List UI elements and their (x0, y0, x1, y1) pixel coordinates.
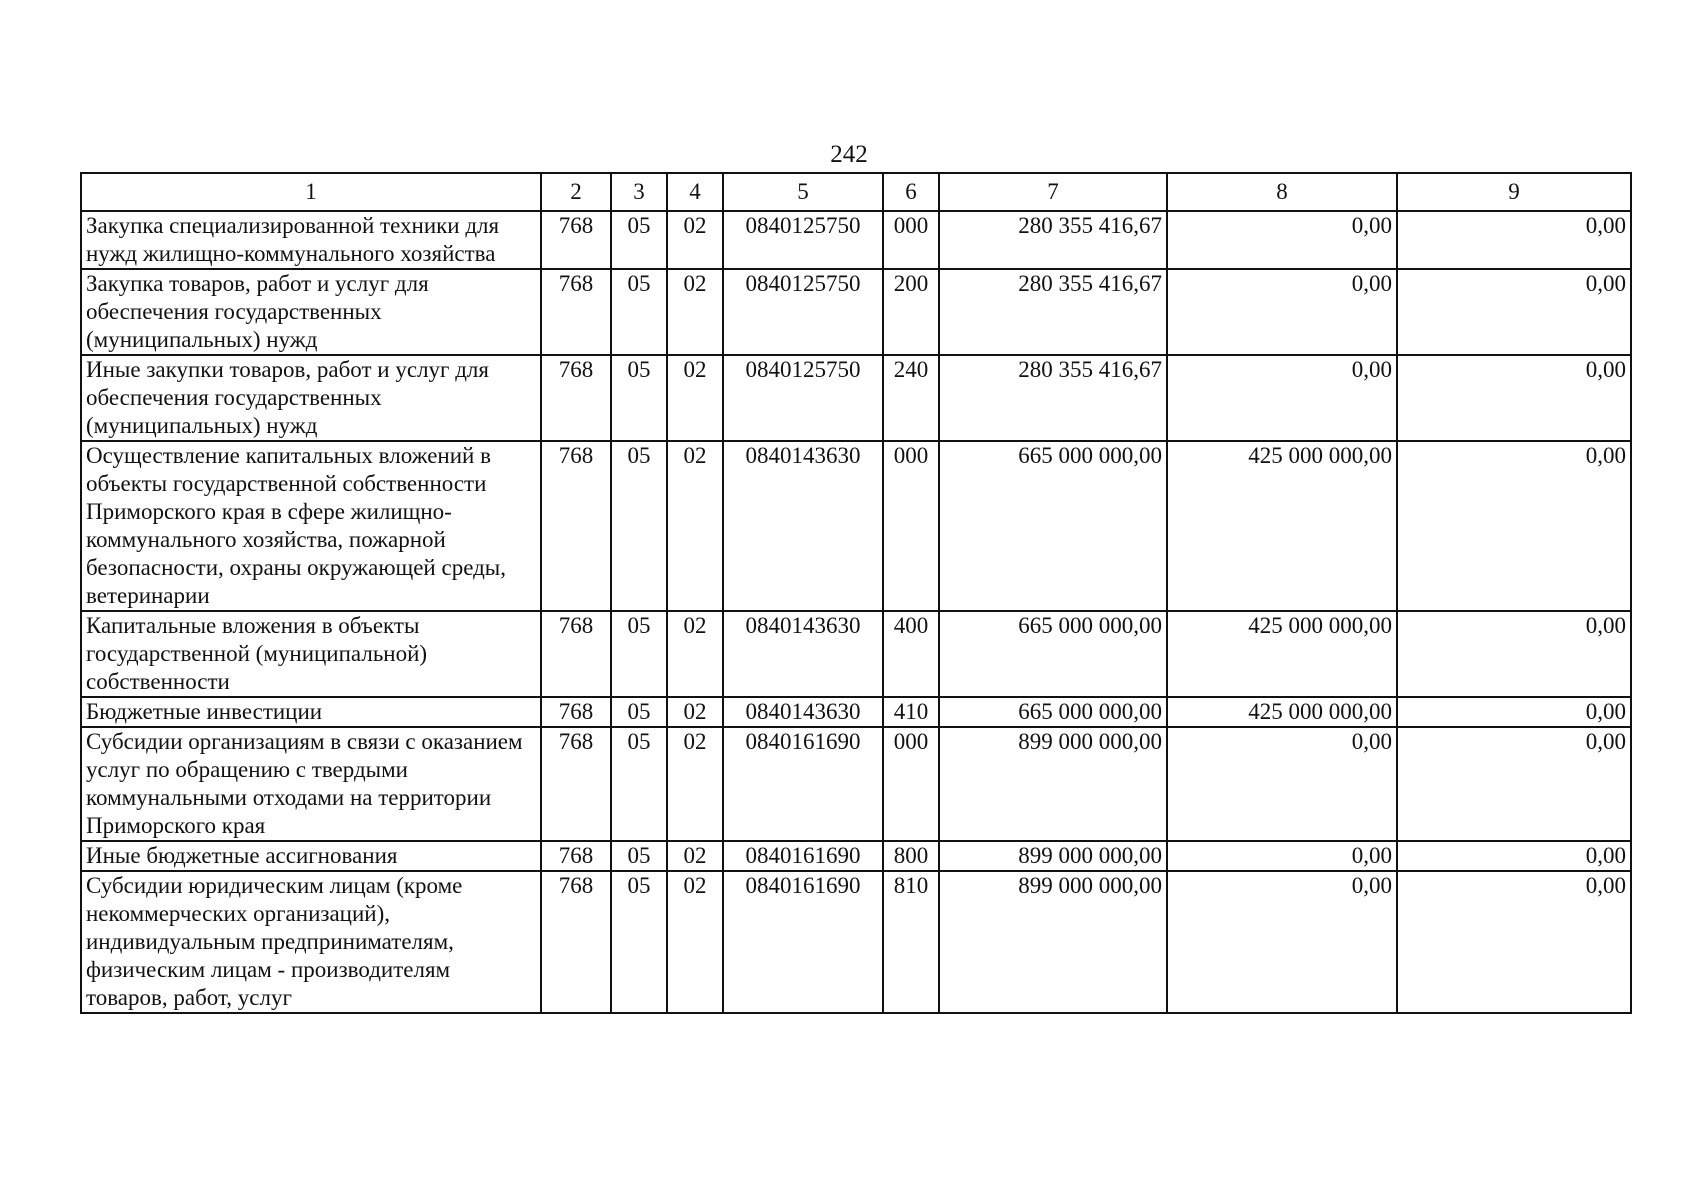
row-code-col-5: 0840125750 (723, 211, 883, 269)
row-code-col-6: 800 (883, 841, 939, 871)
row-code-col-4: 02 (667, 697, 723, 727)
row-code-col-5: 0840143630 (723, 697, 883, 727)
row-amount-col-7: 665 000 000,00 (939, 697, 1167, 727)
row-code-col-2: 768 (541, 355, 611, 441)
row-code-col-2: 768 (541, 871, 611, 1013)
header-col-8: 8 (1167, 173, 1397, 211)
header-col-1: 1 (81, 173, 541, 211)
row-amount-col-8: 0,00 (1167, 727, 1397, 841)
row-code-col-5: 0840143630 (723, 611, 883, 697)
table-row (81, 211, 1631, 269)
row-amount-col-7: 280 355 416,67 (939, 355, 1167, 441)
row-code-col-5: 0840125750 (723, 355, 883, 441)
row-code-col-6: 000 (883, 441, 939, 611)
row-code-col-4: 02 (667, 841, 723, 871)
row-amount-col-8: 425 000 000,00 (1167, 441, 1397, 611)
row-amount-col-7: 665 000 000,00 (939, 441, 1167, 611)
table-row (81, 871, 1631, 1013)
row-amount-col-7: 899 000 000,00 (939, 871, 1167, 1013)
header-col-7: 7 (939, 173, 1167, 211)
row-amount-col-9: 0,00 (1397, 611, 1631, 697)
row-amount-col-9: 0,00 (1397, 841, 1631, 871)
row-code-col-6: 000 (883, 211, 939, 269)
row-code-col-4: 02 (667, 727, 723, 841)
header-col-4: 4 (667, 173, 723, 211)
row-code-col-2: 768 (541, 727, 611, 841)
row-amount-col-8: 425 000 000,00 (1167, 611, 1397, 697)
row-amount-col-7: 899 000 000,00 (939, 841, 1167, 871)
header-col-2: 2 (541, 173, 611, 211)
row-description: Закупка товаров, работ и услуг для обеспечения государственных (муниципальных) нужд (81, 269, 541, 355)
header-col-6: 6 (883, 173, 939, 211)
row-description: Капитальные вложения в объекты государственной (муниципальной) собственности (81, 611, 541, 697)
row-code-col-3: 05 (611, 355, 667, 441)
row-description: Субсидии юридическим лицам (кроме некоммерческих организаций), индивидуальным предпринимателям, физическим лицам - производителям товаров, работ, услуг (81, 871, 541, 1013)
row-code-col-3: 05 (611, 871, 667, 1013)
row-code-col-4: 02 (667, 355, 723, 441)
row-code-col-3: 05 (611, 841, 667, 871)
row-amount-col-7: 899 000 000,00 (939, 727, 1167, 841)
row-amount-col-9: 0,00 (1397, 269, 1631, 355)
row-code-col-3: 05 (611, 269, 667, 355)
row-amount-col-7: 665 000 000,00 (939, 611, 1167, 697)
row-amount-col-9: 0,00 (1397, 211, 1631, 269)
row-code-col-6: 810 (883, 871, 939, 1013)
row-code-col-4: 02 (667, 269, 723, 355)
row-amount-col-7: 280 355 416,67 (939, 211, 1167, 269)
table-row (81, 697, 1631, 727)
row-code-col-4: 02 (667, 211, 723, 269)
table-row (81, 611, 1631, 697)
row-amount-col-8: 0,00 (1167, 211, 1397, 269)
header-col-9: 9 (1397, 173, 1631, 211)
row-description: Бюджетные инвестиции (81, 697, 541, 727)
row-code-col-6: 400 (883, 611, 939, 697)
row-code-col-5: 0840161690 (723, 871, 883, 1013)
page-number: 242 (830, 141, 868, 168)
row-amount-col-9: 0,00 (1397, 727, 1631, 841)
row-description: Субсидии организациям в связи с оказанием услуг по обращению с твердыми коммунальными отходами на территории Приморского края (81, 727, 541, 841)
row-code-col-2: 768 (541, 269, 611, 355)
row-code-col-5: 0840143630 (723, 441, 883, 611)
row-amount-col-9: 0,00 (1397, 355, 1631, 441)
row-amount-col-9: 0,00 (1397, 871, 1631, 1013)
header-col-3: 3 (611, 173, 667, 211)
row-description: Иные бюджетные ассигнования (81, 841, 541, 871)
header-col-5: 5 (723, 173, 883, 211)
budget-table (80, 172, 1632, 1014)
table-row (81, 355, 1631, 441)
row-description: Закупка специализированной техники для нужд жилищно-коммунального хозяйства (81, 211, 541, 269)
row-code-col-5: 0840161690 (723, 841, 883, 871)
row-amount-col-8: 0,00 (1167, 269, 1397, 355)
row-code-col-2: 768 (541, 841, 611, 871)
row-code-col-2: 768 (541, 211, 611, 269)
row-amount-col-8: 425 000 000,00 (1167, 697, 1397, 727)
row-code-col-4: 02 (667, 871, 723, 1013)
row-code-col-6: 200 (883, 269, 939, 355)
row-amount-col-8: 0,00 (1167, 871, 1397, 1013)
row-code-col-2: 768 (541, 611, 611, 697)
row-code-col-5: 0840161690 (723, 727, 883, 841)
row-amount-col-7: 280 355 416,67 (939, 269, 1167, 355)
table-row (81, 269, 1631, 355)
row-code-col-6: 410 (883, 697, 939, 727)
row-code-col-3: 05 (611, 211, 667, 269)
table-row (81, 727, 1631, 841)
row-code-col-3: 05 (611, 441, 667, 611)
table-row (81, 841, 1631, 871)
row-code-col-3: 05 (611, 611, 667, 697)
row-amount-col-8: 0,00 (1167, 841, 1397, 871)
table-header-row (81, 173, 1631, 211)
row-description: Иные закупки товаров, работ и услуг для обеспечения государственных (муниципальных) нужд (81, 355, 541, 441)
row-code-col-2: 768 (541, 441, 611, 611)
row-code-col-4: 02 (667, 611, 723, 697)
row-code-col-5: 0840125750 (723, 269, 883, 355)
row-code-col-3: 05 (611, 727, 667, 841)
row-code-col-2: 768 (541, 697, 611, 727)
row-amount-col-9: 0,00 (1397, 441, 1631, 611)
table-row (81, 441, 1631, 611)
row-amount-col-8: 0,00 (1167, 355, 1397, 441)
row-code-col-6: 000 (883, 727, 939, 841)
row-amount-col-9: 0,00 (1397, 697, 1631, 727)
row-code-col-4: 02 (667, 441, 723, 611)
row-code-col-3: 05 (611, 697, 667, 727)
row-description: Осуществление капитальных вложений в объекты государственной собственности Приморского края в сфере жилищно-коммунального хозяйства, пожарной безопасности, охраны окружающей среды, ветеринарии (81, 441, 541, 611)
row-code-col-6: 240 (883, 355, 939, 441)
